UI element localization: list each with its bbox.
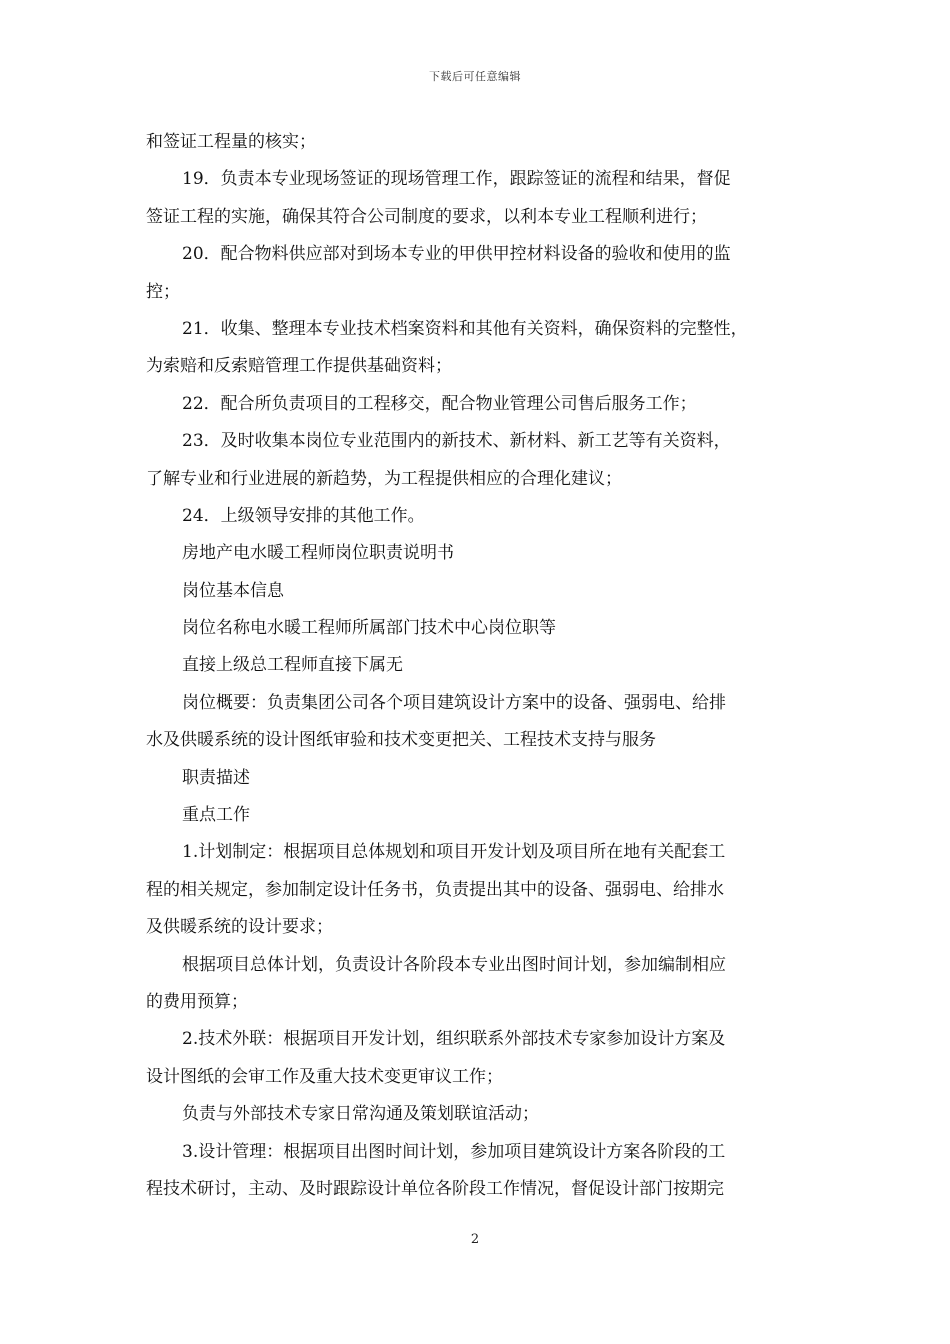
text-line: 3.设计管理：根据项目出图时间计划，参加项目建筑设计方案各阶段的工 bbox=[182, 1141, 726, 1162]
text-line: 职责描述 bbox=[182, 767, 250, 788]
text-line: 岗位基本信息 bbox=[182, 580, 284, 601]
text-line: 负责与外部技术专家日常沟通及策划联谊活动； bbox=[182, 1104, 539, 1125]
text-line: 23．及时收集本岗位专业范围内的新技术、新材料、新工艺等有关资料， bbox=[182, 431, 731, 452]
text-line: 控； bbox=[146, 281, 180, 302]
text-line: 19．负责本专业现场签证的现场管理工作，跟踪签证的流程和结果，督促 bbox=[182, 169, 731, 190]
text-line: 20．配合物料供应部对到场本专业的甲供甲控材料设备的验收和使用的监 bbox=[182, 244, 731, 265]
text-line: 重点工作 bbox=[182, 805, 250, 826]
text-line: 水及供暖系统的设计图纸审验和技术变更把关、工程技术支持与服务 bbox=[146, 730, 656, 751]
text-line: 设计图纸的会审工作及重大技术变更审议工作； bbox=[146, 1066, 503, 1087]
page-header: 下载后可任意编辑 bbox=[429, 70, 521, 83]
text-line: 根据项目总体计划，负责设计各阶段本专业出图时间计划，参加编制相应 bbox=[182, 954, 726, 975]
text-line: 为索赔和反索赔管理工作提供基础资料； bbox=[146, 356, 452, 377]
text-line: 和签证工程量的核实； bbox=[146, 132, 316, 152]
text-line: 22．配合所负责项目的工程移交，配合物业管理公司售后服务工作； bbox=[182, 393, 697, 414]
text-line: 程技术研讨，主动、及时跟踪设计单位各阶段工作情况，督促设计部门按期完 bbox=[146, 1178, 724, 1199]
text-line: 了解专业和行业进展的新趋势，为工程提供相应的合理化建议； bbox=[146, 468, 622, 489]
text-line: 1.计划制定：根据项目总体规划和项目开发计划及项目所在地有关配套工 bbox=[182, 842, 726, 863]
text-line: 直接上级总工程师直接下属无 bbox=[182, 655, 403, 676]
text-line: 24．上级领导安排的其他工作。 bbox=[182, 505, 425, 526]
text-line: 2.技术外联：根据项目开发计划，组织联系外部技术专家参加设计方案及 bbox=[182, 1029, 726, 1050]
page-number: 2 bbox=[470, 1232, 480, 1247]
document-body bbox=[146, 124, 806, 1208]
text-line: 岗位名称电水暖工程师所属部门技术中心岗位职等 bbox=[182, 618, 556, 639]
text-line: 房地产电水暖工程师岗位职责说明书 bbox=[182, 543, 454, 564]
text-line: 岗位概要：负责集团公司各个项目建筑设计方案中的设备、强弱电、给排 bbox=[182, 692, 726, 713]
text-line: 21．收集、整理本专业技术档案资料和其他有关资料，确保资料的完整性， bbox=[182, 318, 748, 339]
text-line: 的费用预算； bbox=[146, 991, 248, 1012]
text-line: 及供暖系统的设计要求； bbox=[146, 917, 333, 938]
text-line: 程的相关规定，参加制定设计任务书，负责提出其中的设备、强弱电、给排水 bbox=[146, 879, 724, 900]
text-line: 签证工程的实施，确保其符合公司制度的要求，以利本专业工程顺利进行； bbox=[146, 206, 707, 227]
